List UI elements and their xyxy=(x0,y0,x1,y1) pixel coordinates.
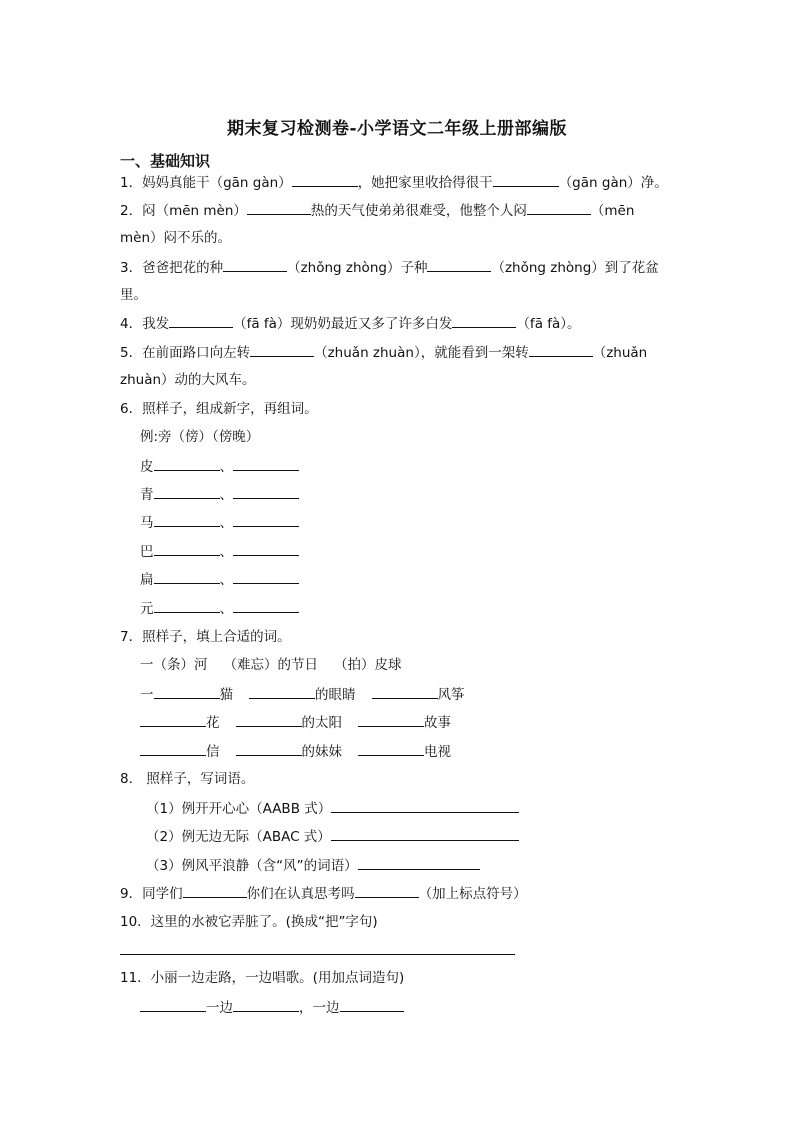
answer-blank[interactable] xyxy=(233,456,299,471)
answer-blank[interactable] xyxy=(120,940,515,955)
answer-blank[interactable] xyxy=(358,855,480,870)
question-6: 6．照样子，组成新字，再组词。 xyxy=(120,401,318,417)
q8-item xyxy=(146,826,519,847)
answer-blank[interactable] xyxy=(331,798,519,813)
question-2-cont: mèn）闷不乐的。 xyxy=(120,230,232,246)
answer-blank[interactable] xyxy=(249,684,315,699)
separator: 、 xyxy=(219,601,233,617)
answer-blank[interactable] xyxy=(154,541,220,556)
q6-char: 马 xyxy=(140,515,154,531)
question-5 xyxy=(120,342,647,363)
q4-text-c: （fā fà）。 xyxy=(516,316,581,332)
answer-blank[interactable] xyxy=(452,313,516,328)
question-10: 10．这里的水被它弄脏了。(换成“把”字句) xyxy=(120,914,378,930)
q11-answer xyxy=(140,997,404,1018)
q4-text-a: 4．我发 xyxy=(120,316,170,332)
q6-row xyxy=(140,541,299,562)
q1-text-b: ，她把家里收拾得很干 xyxy=(357,175,493,191)
q2-text-b: 热的天气使弟弟很难受，他整个人闷 xyxy=(310,203,527,219)
q7-example-item: （拍）皮球 xyxy=(334,657,402,673)
question-5-cont: zhuàn）动的大风车。 xyxy=(120,372,256,388)
question-11: 11．小丽一边走路，一边唱歌。(用加点词造句) xyxy=(120,970,405,986)
answer-blank[interactable] xyxy=(154,512,220,527)
q1-text-c: （gān gàn）净。 xyxy=(558,175,668,191)
q8-item-text: （3）例风平浪静（含“风”的词语） xyxy=(146,858,358,874)
answer-blank[interactable] xyxy=(247,200,311,215)
q8-item xyxy=(146,855,480,876)
question-1 xyxy=(120,172,668,193)
answer-blank[interactable] xyxy=(223,257,287,272)
q3-text-c: （zhǒng zhòng）到了花盆 xyxy=(491,260,659,276)
q5-text-b: （zhuǎn zhuàn），就能看到一架转 xyxy=(314,345,529,361)
q8-item-text: （2）例无边无际（ABAC 式） xyxy=(146,829,331,845)
question-3 xyxy=(120,257,659,278)
q6-char: 皮 xyxy=(140,459,154,475)
answer-blank[interactable] xyxy=(493,172,559,187)
q6-row xyxy=(140,512,299,533)
q6-char: 巴 xyxy=(140,544,154,560)
question-9 xyxy=(120,883,527,904)
q9-text: 你们在认真思考吗 xyxy=(246,886,355,902)
answer-blank[interactable] xyxy=(233,598,299,613)
answer-blank[interactable] xyxy=(140,712,206,727)
answer-blank[interactable] xyxy=(233,997,299,1012)
q4-text-b: （fā fà）现奶奶最近又多了许多白发 xyxy=(233,316,453,332)
q7-row xyxy=(140,684,465,705)
q6-char: 青 xyxy=(140,487,154,503)
separator: 、 xyxy=(219,459,233,475)
question-3-cont: 里。 xyxy=(120,287,147,303)
answer-blank[interactable] xyxy=(154,684,220,699)
answer-blank[interactable] xyxy=(358,741,424,756)
q7-text: 的妹妹 xyxy=(301,744,342,760)
q7-example-item: 一（条）河 xyxy=(140,657,208,673)
separator: 、 xyxy=(219,544,233,560)
answer-blank[interactable] xyxy=(140,741,206,756)
q1-text-a: 1．妈妈真能干（gān gàn） xyxy=(120,175,292,191)
answer-blank[interactable] xyxy=(358,712,424,727)
answer-blank[interactable] xyxy=(154,484,220,499)
answer-blank[interactable] xyxy=(236,741,302,756)
q11-text: ，一边 xyxy=(299,1000,340,1016)
answer-blank[interactable] xyxy=(169,313,233,328)
q7-row xyxy=(140,712,451,733)
question-8: 8． 照样子，写词语。 xyxy=(120,771,255,787)
answer-blank[interactable] xyxy=(340,997,404,1012)
q7-text: 猫 xyxy=(219,687,233,703)
q2-text-c: （mēn xyxy=(590,203,635,219)
answer-blank[interactable] xyxy=(372,684,438,699)
answer-blank[interactable] xyxy=(427,257,491,272)
q7-text: 信 xyxy=(206,744,220,760)
q6-row xyxy=(140,456,299,477)
q7-text: 的眼睛 xyxy=(315,687,356,703)
q7-example-item: （难忘）的节日 xyxy=(223,657,318,673)
answer-blank[interactable] xyxy=(154,569,220,584)
answer-blank[interactable] xyxy=(527,200,591,215)
q7-text: 一 xyxy=(140,687,154,703)
page-title: 期末复习检测卷-小学语文二年级上册部编版 xyxy=(226,119,568,139)
answer-blank[interactable] xyxy=(355,883,419,898)
answer-blank[interactable] xyxy=(154,598,220,613)
answer-blank[interactable] xyxy=(233,541,299,556)
q5-text-c: （zhuǎn xyxy=(592,345,648,361)
q11-text: 一边 xyxy=(206,1000,233,1016)
q7-text: 花 xyxy=(206,715,220,731)
q10-answer-line xyxy=(120,940,515,961)
answer-blank[interactable] xyxy=(183,883,247,898)
q8-item xyxy=(146,798,519,819)
answer-blank[interactable] xyxy=(233,484,299,499)
q6-char: 扁 xyxy=(140,572,154,588)
answer-blank[interactable] xyxy=(529,342,593,357)
separator: 、 xyxy=(219,487,233,503)
q9-text: （加上标点符号） xyxy=(418,886,527,902)
answer-blank[interactable] xyxy=(292,172,358,187)
separator: 、 xyxy=(219,572,233,588)
section-heading: 一、基础知识 xyxy=(120,152,211,170)
q7-text: 的太阳 xyxy=(301,715,342,731)
q7-example xyxy=(140,655,402,675)
answer-blank[interactable] xyxy=(233,569,299,584)
q2-text-a: 2．闷（mēn mèn） xyxy=(120,203,247,219)
q7-text: 电视 xyxy=(424,744,451,760)
answer-blank[interactable] xyxy=(236,712,302,727)
separator: 、 xyxy=(219,515,233,531)
q3-text-b: （zhǒng zhòng）子种 xyxy=(287,260,428,276)
question-4 xyxy=(120,313,581,334)
q5-text-a: 5．在前面路口向左转 xyxy=(120,345,251,361)
q6-example: 例:旁（傍）（傍晚） xyxy=(140,429,260,445)
q6-row xyxy=(140,598,299,619)
question-2 xyxy=(120,200,634,221)
q3-text-a: 3．爸爸把花的种 xyxy=(120,260,224,276)
question-7: 7．照样子，填上合适的词。 xyxy=(120,629,291,645)
q8-item-text: （1）例开开心心（AABB 式） xyxy=(146,801,332,817)
q7-row xyxy=(140,741,451,762)
q6-row xyxy=(140,484,299,505)
q9-text: 9．同学们 xyxy=(120,886,183,902)
answer-blank[interactable] xyxy=(154,456,220,471)
answer-blank[interactable] xyxy=(233,512,299,527)
answer-blank[interactable] xyxy=(250,342,314,357)
answer-blank[interactable] xyxy=(331,826,519,841)
q6-char: 元 xyxy=(140,601,154,617)
q6-row xyxy=(140,569,299,590)
q7-text: 风筝 xyxy=(437,687,465,703)
q7-text: 故事 xyxy=(424,715,451,731)
answer-blank[interactable] xyxy=(140,997,206,1012)
